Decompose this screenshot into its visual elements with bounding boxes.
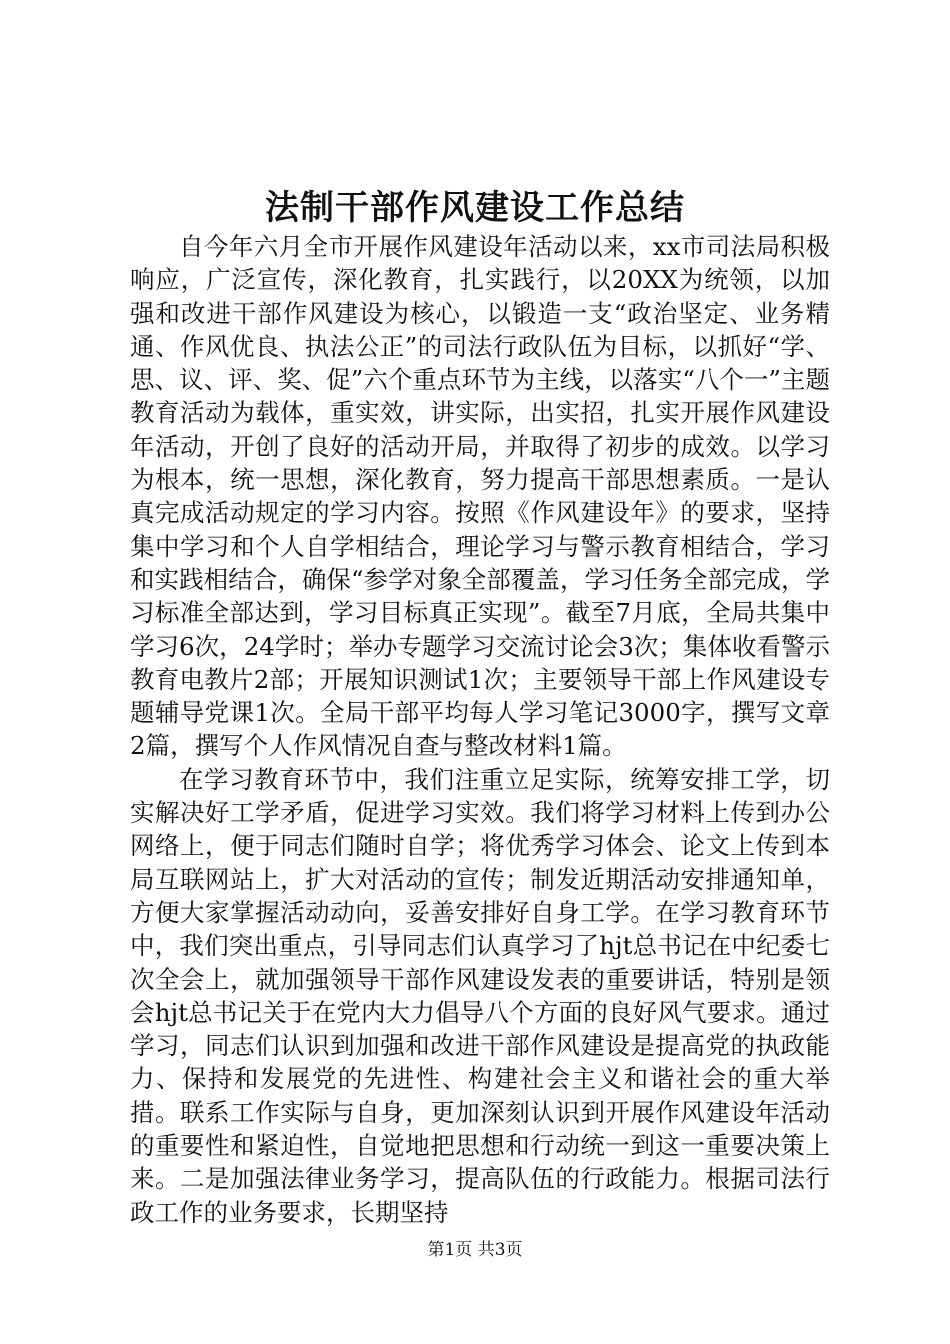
paragraph-1: 自今年六月全市开展作风建设年活动以来，xx市司法局积极响应，广泛宣传，深化教育，扎实践行，以20XX为统领，以加强和改进干部作风建设为核心，以锻造一支“政治坚定、业务精通、作风优良、执法公正”的司法行政队伍为目标，以抓好“学、思、议、评、奖、促”六个重点环节为主线，以落实“八个一”主题教育活动为载体，重实效，讲实际，出实招，扎实开展作风建设年活动，开创了良好的活动开局，并取得了初步的成效。以学习为根本，统一思想，深化教育，努力提高干部思想素质。一是认真完成活动规定的学习内容。按照《作风建设年》的要求，坚持集中学习和个人自学相结合，理论学习与警示教育相结合，学习和实践相结合，确保“参学对象全部覆盖，学习任务全部完成，学习标准全部达到，学习目标真正实现”。截至7月底，全局共集中学习6次，24学时；举办专题学习交流讨论会3次；集体收看警示教育电教片2部；开展知识测试1次；主要领导干部上作风建设专题辅导党课1次。全局干部平均每人学习笔记3000字，撰写文章2篇，撰写个人作风情况自查与整改材料1篇。 xyxy=(130,232,830,761)
page-footer: 第1页 共3页 xyxy=(427,1240,523,1260)
document-title: 法制干部作风建设工作总结 xyxy=(265,188,685,228)
document-body xyxy=(130,230,830,1229)
paragraph-2: 在学习教育环节中，我们注重立足实际，统筹安排工学，切实解决好工学矛盾，促进学习实效。我们将学习材料上传到办公网络上，便于同志们随时自学；将优秀学习体会、论文上传到本局互联网站上，扩大对活动的宣传；制发近期活动安排通知单，方便大家掌握活动动向，妥善安排好自身工学。在学习教育环节中，我们突出重点，引导同志们认真学习了hjt总书记在中纪委七次全会上，就加强领导干部作风建设发表的重要讲话，特别是领会hjt总书记关于在党内大力倡导八个方面的良好风气要求。通过学习，同志们认识到加强和改进干部作风建设是提高党的执政能力、保持和发展党的先进性、构建社会主义和谐社会的重大举措。联系工作实际与自身，更加深刻认识到开展作风建设年活动的重要性和紧迫性，自觉地把思想和行动统一到这一重要决策上来。二是加强法律业务学习，提高队伍的行政能力。根据司法行政工作的业务要求，长期坚持 xyxy=(130,764,830,1227)
